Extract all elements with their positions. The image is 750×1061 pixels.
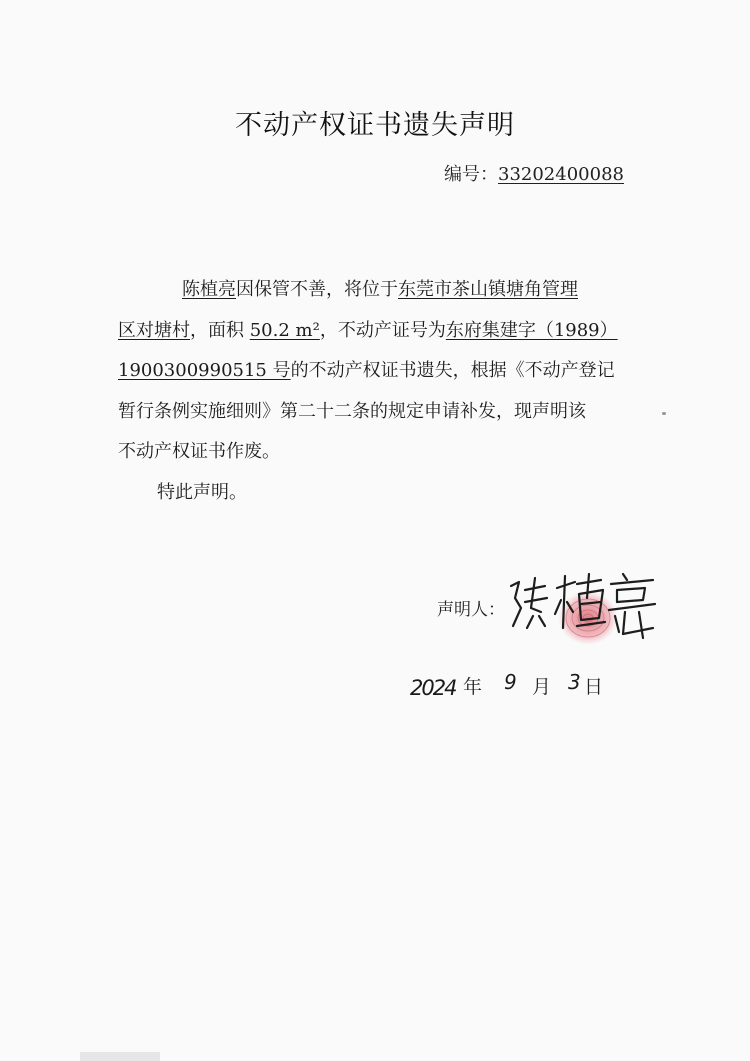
body-line-2: [118, 316, 618, 342]
body-line-3: [118, 356, 615, 382]
body-line-5: [118, 437, 280, 463]
declarant-label: 声明人：: [437, 600, 505, 620]
certificate-number: [444, 160, 624, 186]
signing-date: [410, 666, 620, 710]
body-text: 的不动产权证书遗失，根据《不动产登记: [290, 360, 615, 381]
body-text: 暂行条例实施细则》第二十二条的规定申请补发，现声明该: [118, 401, 586, 422]
property-area: 50.2 m²: [249, 320, 320, 341]
body-text: ，不动产证号为: [319, 320, 446, 341]
property-location: 东莞市茶山镇塘角管理: [398, 279, 578, 300]
date-day: 3: [568, 670, 581, 694]
stray-mark: [662, 412, 666, 415]
body-line-4: [118, 397, 586, 423]
closing-statement: 特此声明。: [157, 482, 247, 503]
number-value: 33202400088: [498, 164, 624, 185]
body-text: 不动产权证书作废。: [118, 441, 280, 462]
body-text: 因保管不善，将位于: [236, 279, 398, 300]
signature-with-fingerprint: [505, 568, 665, 648]
body-text: ，面积: [190, 320, 250, 341]
date-year: 2024: [410, 676, 456, 700]
property-location-cont: 区对塘村: [118, 320, 190, 341]
date-month: 9: [504, 670, 517, 694]
owner-name: 陈植亮: [182, 279, 236, 300]
scan-edge-mark: [80, 1052, 160, 1061]
date-month-char: 月: [532, 676, 552, 698]
number-label: 编号：: [444, 164, 498, 185]
certificate-ref: 东府集建字（1989）: [445, 320, 618, 341]
date-year-char: 年: [463, 676, 483, 698]
date-day-char: 日: [584, 676, 604, 698]
document-title: 不动产权证书遗失声明: [235, 110, 515, 141]
certificate-ref-cont: 1900300990515 号: [118, 360, 291, 381]
body-line-1: [182, 275, 578, 301]
